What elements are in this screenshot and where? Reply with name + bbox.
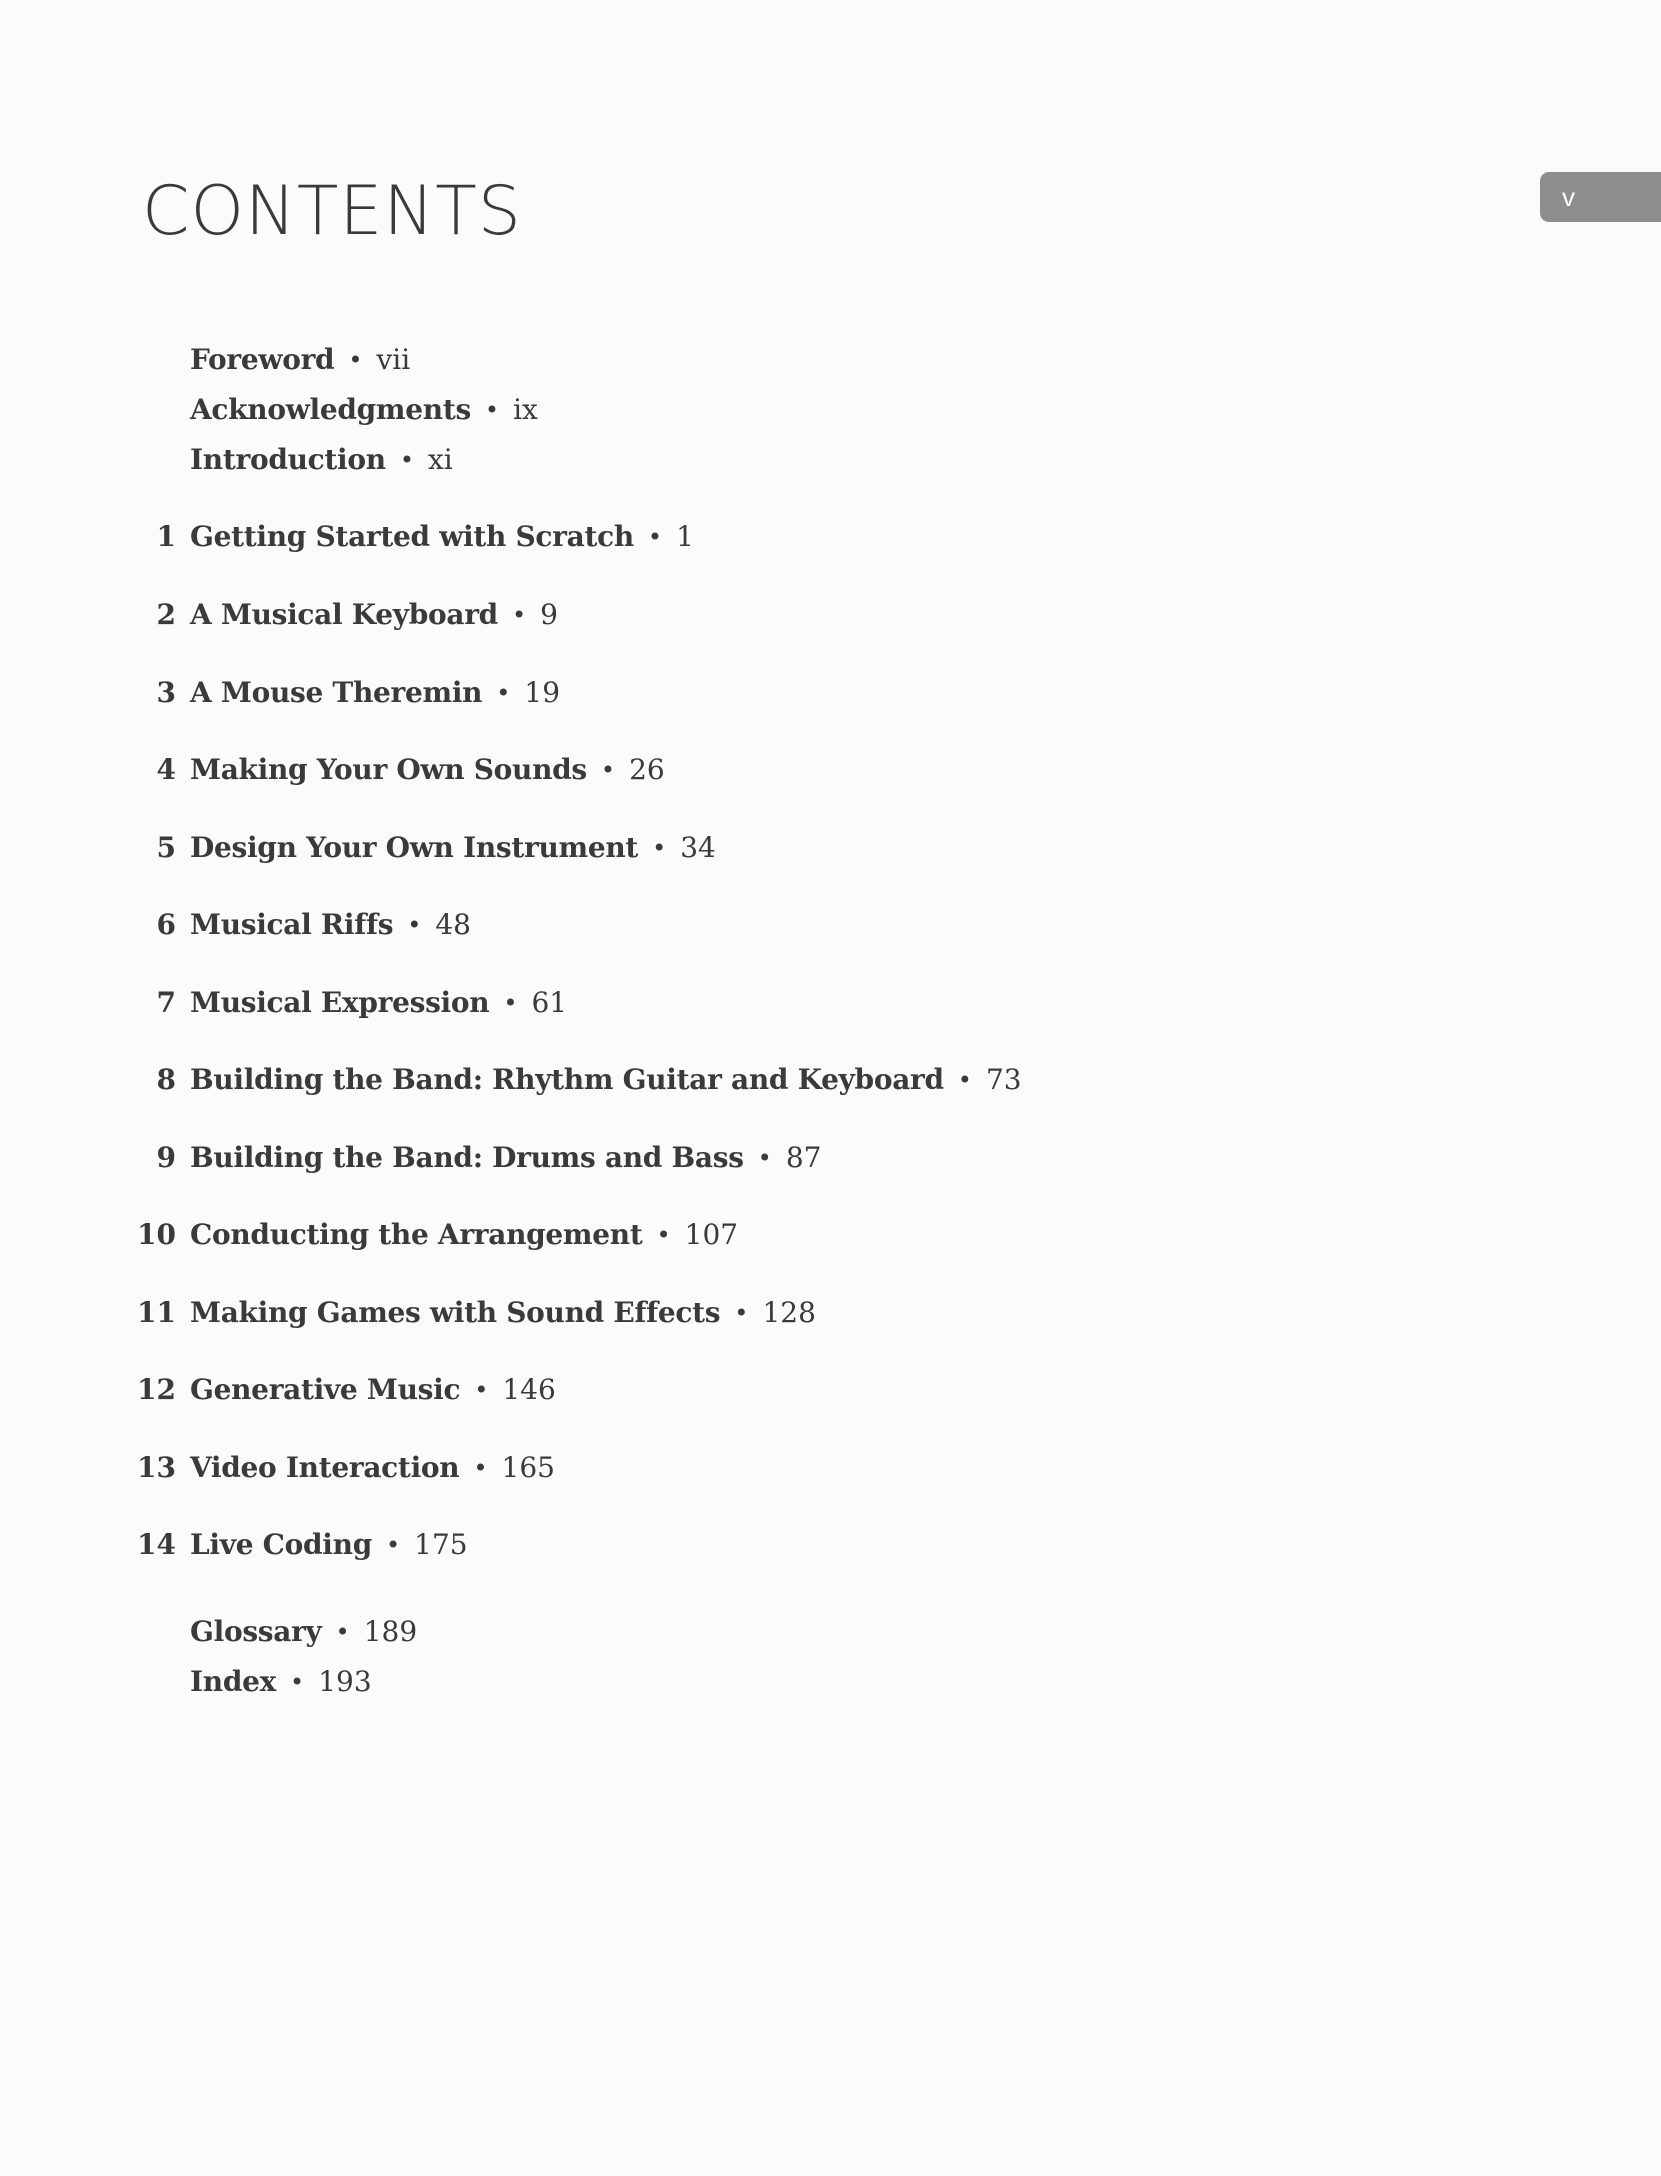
entry-title: Generative Music [190, 1373, 461, 1406]
separator-bullet: • [474, 1376, 489, 1404]
entry-page: 34 [680, 831, 716, 864]
entry-title: Building the Band: Drums and Bass [190, 1141, 744, 1174]
chapter-number: 4 [156, 753, 176, 786]
toc-entry-chapter-8[interactable] [0, 1060, 1661, 1100]
chapter-number: 13 [137, 1451, 176, 1484]
entry-page: vii [376, 343, 411, 376]
entry-page: 9 [540, 598, 558, 631]
separator-bullet: • [399, 446, 414, 474]
entry-title: Making Your Own Sounds [190, 753, 587, 786]
separator-bullet: • [652, 834, 667, 862]
separator-bullet: • [496, 679, 511, 707]
entry-page: 87 [785, 1141, 822, 1174]
entry-title: Glossary [190, 1615, 322, 1648]
chapter-number: 6 [156, 908, 176, 941]
toc-entry-chapter-3[interactable] [0, 673, 1661, 713]
entry-page: 189 [363, 1615, 418, 1648]
toc-entry-chapter-11[interactable] [0, 1293, 1661, 1333]
separator-bullet: • [957, 1066, 972, 1094]
entry-page: 146 [502, 1373, 556, 1406]
entry-page: 175 [414, 1528, 468, 1561]
entry-page: 128 [762, 1296, 816, 1329]
entry-title: Design Your Own Instrument [190, 831, 639, 864]
chapter-number: 10 [137, 1218, 176, 1251]
separator-bullet: • [348, 346, 363, 374]
entry-page: xi [427, 443, 453, 476]
chapter-number: 5 [156, 831, 176, 864]
chapter-number: 9 [156, 1141, 176, 1174]
entry-page: 61 [531, 986, 568, 1019]
separator-bullet: • [484, 396, 500, 424]
entry-title: Musical Expression [190, 986, 490, 1019]
separator-bullet: • [734, 1299, 749, 1327]
separator-bullet: • [290, 1668, 305, 1696]
chapter-number: 11 [137, 1296, 176, 1329]
separator-bullet: • [757, 1144, 772, 1172]
entry-page: 48 [435, 908, 471, 941]
toc-entry-chapter-12[interactable] [0, 1370, 1661, 1410]
entry-title: A Musical Keyboard [190, 598, 498, 631]
toc-entry-chapter-10[interactable] [0, 1215, 1661, 1255]
separator-bullet: • [473, 1454, 488, 1482]
chapter-number: 12 [137, 1373, 176, 1406]
separator-bullet: • [385, 1531, 401, 1559]
separator-bullet: • [335, 1618, 350, 1646]
toc-entry-chapter-9[interactable] [0, 1138, 1661, 1178]
entry-page: 19 [524, 676, 561, 709]
entry-title: Building the Band: Rhythm Guitar and Keyboard [190, 1063, 944, 1096]
toc-entry-chapter-14[interactable] [0, 1525, 1661, 1565]
page-title: CONTENTS [142, 172, 522, 251]
separator-bullet: • [647, 523, 663, 551]
chapter-number: 8 [156, 1063, 176, 1096]
entry-page: 165 [501, 1451, 555, 1484]
separator-bullet: • [511, 601, 527, 629]
entry-page: 26 [629, 753, 665, 786]
entry-page: 193 [318, 1665, 372, 1698]
entry-title: A Mouse Theremin [190, 676, 483, 709]
entry-page: ix [513, 393, 538, 426]
toc-entry-chapter-7[interactable] [0, 983, 1661, 1023]
separator-bullet: • [656, 1221, 671, 1249]
toc-entry-chapter-6[interactable] [0, 905, 1661, 945]
page-number-tab: v [1540, 172, 1661, 222]
entry-title: Introduction [190, 443, 386, 476]
toc-entry-chapter-5[interactable] [0, 828, 1661, 868]
chapter-number: 14 [137, 1528, 176, 1561]
separator-bullet: • [407, 911, 422, 939]
entry-title: Foreword [190, 343, 335, 376]
chapter-number: 3 [156, 676, 176, 709]
chapter-number: 1 [156, 520, 176, 553]
entry-title: Live Coding [190, 1528, 372, 1561]
chapter-number: 2 [156, 598, 176, 631]
separator-bullet: • [600, 756, 616, 784]
entry-page: 107 [684, 1218, 739, 1251]
entry-title: Getting Started with Scratch [190, 520, 634, 553]
chapter-number: 7 [156, 986, 176, 1019]
entry-title: Making Games with Sound Effects [190, 1296, 721, 1329]
entry-title: Index [190, 1665, 277, 1698]
separator-bullet: • [503, 989, 518, 1017]
toc-entry-chapter-2[interactable] [0, 595, 1661, 635]
entry-page: 73 [985, 1063, 1022, 1096]
toc-entry-chapter-13[interactable] [0, 1448, 1661, 1488]
toc-entry-chapter-1[interactable] [0, 517, 1661, 557]
entry-title: Conducting the Arrangement [190, 1218, 643, 1251]
toc-entry-chapter-4[interactable] [0, 750, 1661, 790]
entry-title: Acknowledgments [190, 393, 471, 426]
entry-title: Video Interaction [190, 1451, 460, 1484]
entry-title: Musical Riffs [190, 908, 394, 941]
entry-page: 1 [676, 520, 694, 553]
